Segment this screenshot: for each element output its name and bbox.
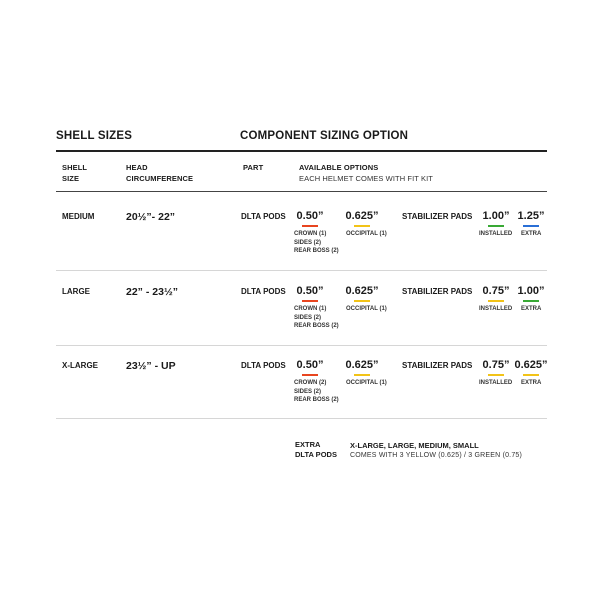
extra-dlta-pods-label: EXTRA DLTA PODS [295, 440, 337, 459]
head-circumference-header: HEAD CIRCUMFERENCE [126, 163, 194, 183]
dlta-pod-option-color-swatch [302, 300, 318, 302]
row-divider [56, 418, 547, 419]
stabilizer-option: 1.00” [517, 285, 545, 297]
stabilizer-option: 0.75” [482, 285, 510, 297]
stabilizer-pads-label: STABILIZER PADS [402, 287, 473, 296]
dlta-pod-option-color-swatch [302, 374, 318, 376]
component-sizing-title: COMPONENT SIZING OPTION [240, 130, 409, 142]
stabilizer-option-color-swatch [488, 225, 504, 227]
dlta-pod-option: 0.50” [296, 210, 324, 222]
stabilizer-extra-note: EXTRA [521, 231, 542, 237]
pod-position-note: OCCIPITAL (1) [346, 380, 387, 386]
dlta-pod-option: 0.50” [296, 285, 324, 297]
dlta-pod-option-color-swatch [354, 225, 370, 227]
available-options-header: AVAILABLE OPTIONS EACH HELMET COMES WITH FIT KIT [299, 163, 433, 183]
stabilizer-option: 1.25” [517, 210, 545, 222]
dlta-pods-label: DLTA PODS [241, 361, 286, 370]
pod-position-note: OCCIPITAL (1) [346, 306, 387, 312]
pod-position-note: OCCIPITAL (1) [346, 231, 387, 237]
stabilizer-option-color-swatch [523, 225, 539, 227]
shell-size: X-LARGE [62, 361, 98, 370]
stabilizer-extra-note: EXTRA [521, 380, 542, 386]
dlta-pod-option: 0.50” [296, 359, 324, 371]
pod-position-note: SIDES (2) [294, 314, 322, 321]
header-rule [56, 150, 547, 152]
dlta-pods-label: DLTA PODS [241, 212, 286, 221]
row-divider [56, 345, 547, 346]
pod-position-note: REAR BOSS (2) [294, 323, 339, 329]
dlta-pods-label: DLTA PODS [241, 287, 286, 296]
pod-position-note: REAR BOSS (2) [294, 397, 339, 403]
shell-size-header: SHELL SIZE [62, 163, 88, 183]
stabilizer-installed-note: INSTALLED [479, 231, 513, 237]
pod-position-note: CROWN (1) [294, 306, 327, 312]
stabilizer-option: 0.75” [482, 359, 510, 371]
extra-sizes: X-LARGE, LARGE, MEDIUM, SMALL [350, 441, 479, 450]
pod-position-note: SIDES (2) [294, 388, 322, 395]
column-header-rule [56, 191, 547, 192]
head-circumference: 23½” - UP [126, 360, 176, 372]
pod-position-note: REAR BOSS (2) [294, 248, 339, 254]
stabilizer-option-color-swatch [523, 300, 539, 302]
pod-position-note: SIDES (2) [294, 239, 322, 246]
head-circumference: 20½”- 22” [126, 211, 176, 223]
stabilizer-installed-note: INSTALLED [479, 306, 513, 312]
shell-sizes-title: SHELL SIZES [56, 130, 133, 142]
extra-comes-with: COMES WITH 3 YELLOW (0.625) / 3 GREEN (0.75) [350, 452, 523, 459]
stabilizer-option: 0.625” [514, 359, 548, 371]
stabilizer-option-color-swatch [488, 300, 504, 302]
stabilizer-option: 1.00” [482, 210, 510, 222]
stabilizer-extra-note: EXTRA [521, 306, 542, 312]
stabilizer-option-color-swatch [523, 374, 539, 376]
stabilizer-option-color-swatch [488, 374, 504, 376]
pod-position-note: CROWN (2) [294, 380, 327, 386]
dlta-pod-option: 0.625” [345, 285, 379, 297]
stabilizer-pads-label: STABILIZER PADS [402, 212, 473, 221]
dlta-pod-option-color-swatch [354, 300, 370, 302]
dlta-pod-option-color-swatch [302, 225, 318, 227]
row-divider [56, 270, 547, 271]
shell-size: MEDIUM [62, 212, 95, 221]
pod-position-note: CROWN (1) [294, 231, 327, 237]
stabilizer-installed-note: INSTALLED [479, 380, 513, 386]
head-circumference: 22” - 23½” [126, 286, 178, 298]
dlta-pod-option: 0.625” [345, 359, 379, 371]
dlta-pod-option-color-swatch [354, 374, 370, 376]
shell-size: LARGE [62, 287, 90, 296]
dlta-pod-option: 0.625” [345, 210, 379, 222]
part-header: PART [243, 163, 264, 172]
stabilizer-pads-label: STABILIZER PADS [402, 361, 473, 370]
